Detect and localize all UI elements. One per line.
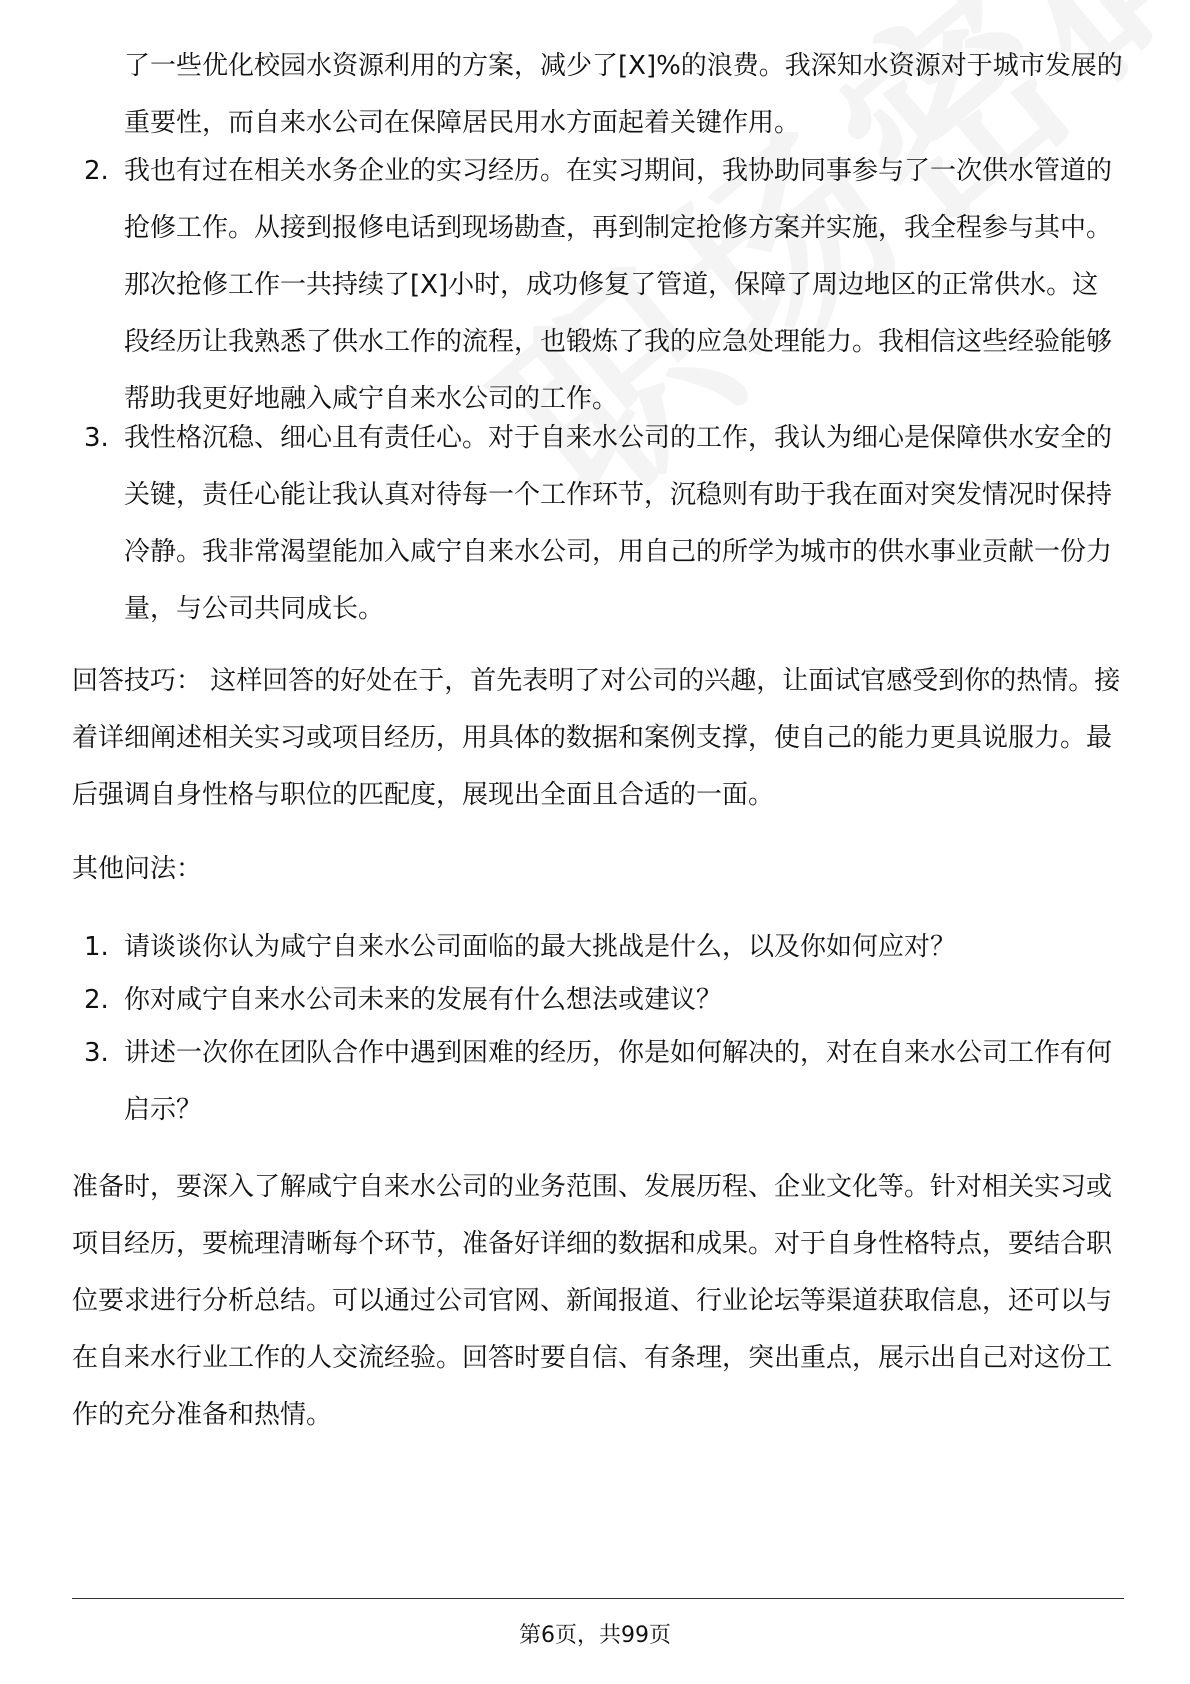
list-number: 3. (84, 423, 109, 453)
list-number: 3. (84, 1038, 109, 1068)
answer-item-text: 我性格沉稳、细心且有责任心。对于自来水公司的工作，我认为细心是保障供水安全的关键，责任心能让我认真对待每一个工作环节，沉稳则有助于我在面对突发情况时保持冷静。我非常渴望能加入咸宁自来水公司，用自己的所学为城市的供水事业贡献一份力量，与公司共同成长。 (124, 423, 1113, 624)
other-question-text: 请谈谈你认为咸宁自来水公司面临的最大挑战是什么，以及你如何应对？ (124, 932, 957, 962)
page-number-footer: 第6页，共99页 (519, 1623, 671, 1648)
other-questions-heading: 其他问法： (72, 854, 203, 884)
list-number: 1. (84, 932, 109, 962)
answer-item-1-continuation: 了一些优化校园水资源利用的方案，减少了[X]%的浪费。我深知水资源对于城市发展的重要性，而自来水公司在保障居民用水方面起着关键作用。 (124, 51, 1123, 138)
list-number: 2. (84, 156, 109, 186)
preparation-paragraph: 准备时，要深入了解咸宁自来水公司的业务范围、发展历程、企业文化等。针对相关实习或项目经历，要梳理清晰每个环节，准备好详细的数据和成果。对于自身性格特点，要结合职位要求进行分析总结。可以通过公司官网、新闻报道、行业论坛等渠道获取信息，还可以与在自来水行业工作的人交流经验。回答时要自信、有条理，突出重点，展示出自己对这份工作的充分准备和热情。 (72, 1172, 1113, 1430)
other-question-text: 你对咸宁自来水公司未来的发展有什么想法或建议？ (124, 985, 723, 1015)
answer-item-text: 我也有过在相关水务企业的实习经历。在实习期间，我协助同事参与了一次供水管道的抢修工作。从接到报修电话到现场勘查，再到制定抢修方案并实施，我全程参与其中。那次抢修工作一共持续了[X]小时，成功修复了管道，保障了周边地区的正常供水。这段经历让我熟悉了供水工作的流程，也锻炼了我的应急处理能力。我相信这些经验能够帮助我更好地融入咸宁自来水公司的工作。 (124, 156, 1113, 414)
list-number: 2. (84, 985, 109, 1015)
answer-tips-paragraph: 回答技巧： 这样回答的好处在于，首先表明了对公司的兴趣，让面试官感受到你的热情。接着详细阐述相关实习或项目经历，用具体的数据和案例支撑，使自己的能力更具说服力。最后强调自身性格与职位的匹配度，展现出全面且合适的一面。 (72, 666, 1121, 810)
footer-divider (72, 1598, 1124, 1599)
other-question-text: 讲述一次你在团队合作中遇到困难的经历，你是如何解决的，对在自来水公司工作有何启示？ (124, 1038, 1113, 1125)
